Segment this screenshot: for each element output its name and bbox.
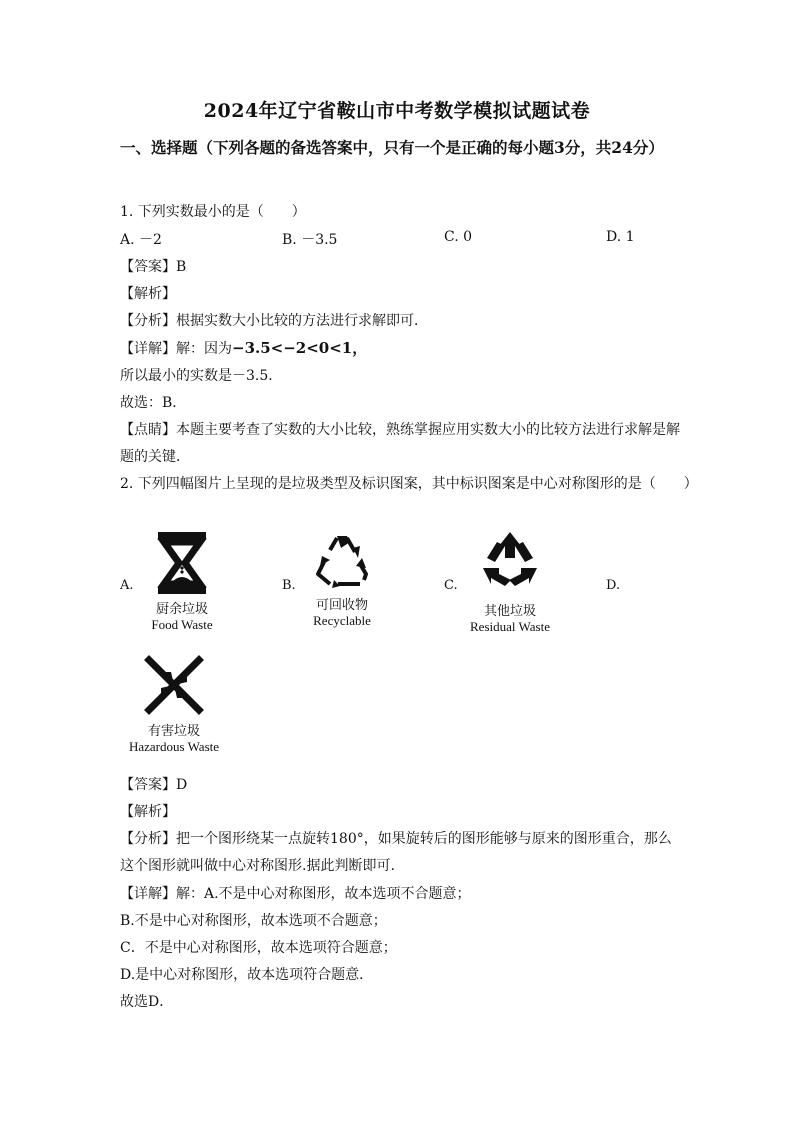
- q2-xiangjie-line1: 【详解】解：A.不是中心对称图形，故本选项不合题意；: [120, 886, 471, 902]
- figure-b-cn: 可回收物: [315, 598, 368, 613]
- recycle-icon: [310, 528, 374, 592]
- figure-a-en: Food Waste: [151, 617, 213, 632]
- q1-answer: 【答案】B: [120, 259, 187, 275]
- q1-option-b: B. －3.5: [282, 232, 338, 248]
- q1-choose: 故选：B．: [120, 395, 187, 411]
- q2-letter-d: D.: [606, 578, 621, 593]
- q2-letter-c: C.: [444, 578, 458, 593]
- figure-c-en: Residual Waste: [470, 619, 550, 634]
- q1-xiangjie: [120, 337, 367, 358]
- figure-residual-waste: [458, 528, 562, 635]
- q2-letter-b: B.: [282, 578, 296, 593]
- residual-arrows-icon: [477, 528, 543, 598]
- q1-option-c: C. 0: [444, 229, 473, 245]
- figure-a-cn: 厨余垃圾: [155, 602, 208, 617]
- q1-stem: 1. 下列实数最小的是（ ）: [120, 204, 306, 220]
- section-heading: 一、选择题（下列各题的备选答案中，只有一个是正确的每小题3分，共24分）: [120, 138, 664, 157]
- q1-conclusion: 所以最小的实数是－3.5．: [120, 368, 283, 384]
- figure-c-cn: 其他垃圾: [483, 604, 536, 619]
- hazard-cross-icon: [141, 652, 207, 718]
- figure-recyclable: [292, 528, 392, 629]
- figure-d-cn: 有害垃圾: [147, 724, 200, 739]
- q2-fenxi-line1: 【分析】把一个图形绕某一点旋转180°，如果旋转后的图形能够与原来的图形重合，那么: [120, 831, 672, 847]
- q1-inequality: −3.5<−2<0<1，: [232, 339, 368, 357]
- figure-food-waste: [132, 530, 232, 633]
- figure-b-en: Recyclable: [313, 613, 371, 628]
- figure-d-en: Hazardous Waste: [128, 739, 220, 754]
- q1-dianjing-line2: 题的关键．: [120, 449, 190, 465]
- q2-fenxi-line2: 这个图形就叫做中心对称图形.据此判断即可.: [120, 858, 395, 874]
- figure-hazardous-waste: [118, 652, 230, 755]
- q2-stem: 2. 下列四幅图片上呈现的是垃圾类型及标识图案，其中标识图案是中心对称图形的是（ ）: [120, 476, 698, 492]
- q2-letter-a: A.: [120, 578, 134, 593]
- q2-xiangjie-line2: B.不是中心对称图形，故本选项不合题意；: [120, 913, 387, 929]
- q1-xiangjie-prefix: 【详解】解：因为: [120, 341, 232, 357]
- q1-dianjing-line1: 【点睛】本题主要考查了实数的大小比较，熟练掌握应用实数大小的比较方法进行求解是解: [120, 422, 680, 438]
- q2-choose: 故选D．: [120, 994, 174, 1010]
- q1-fenxi: 【分析】根据实数大小比较的方法进行求解即可．: [120, 313, 428, 329]
- q1-analysis-label: 【解析】: [120, 286, 176, 302]
- q1-option-d: D. 1: [606, 229, 635, 245]
- page-title: 2024年辽宁省鞍山市中考数学模拟试题试卷: [203, 100, 591, 122]
- q2-analysis-label: 【解析】: [120, 804, 176, 820]
- q2-xiangjie-line3: C．不是中心对称图形，故本选项符合题意；: [120, 940, 397, 956]
- hourglass-icon: [152, 530, 212, 596]
- q2-answer: 【答案】D: [120, 777, 188, 793]
- q2-xiangjie-line4: D.是中心对称图形，故本选项符合题意．: [120, 967, 374, 983]
- q1-option-a: A. －2: [120, 232, 162, 248]
